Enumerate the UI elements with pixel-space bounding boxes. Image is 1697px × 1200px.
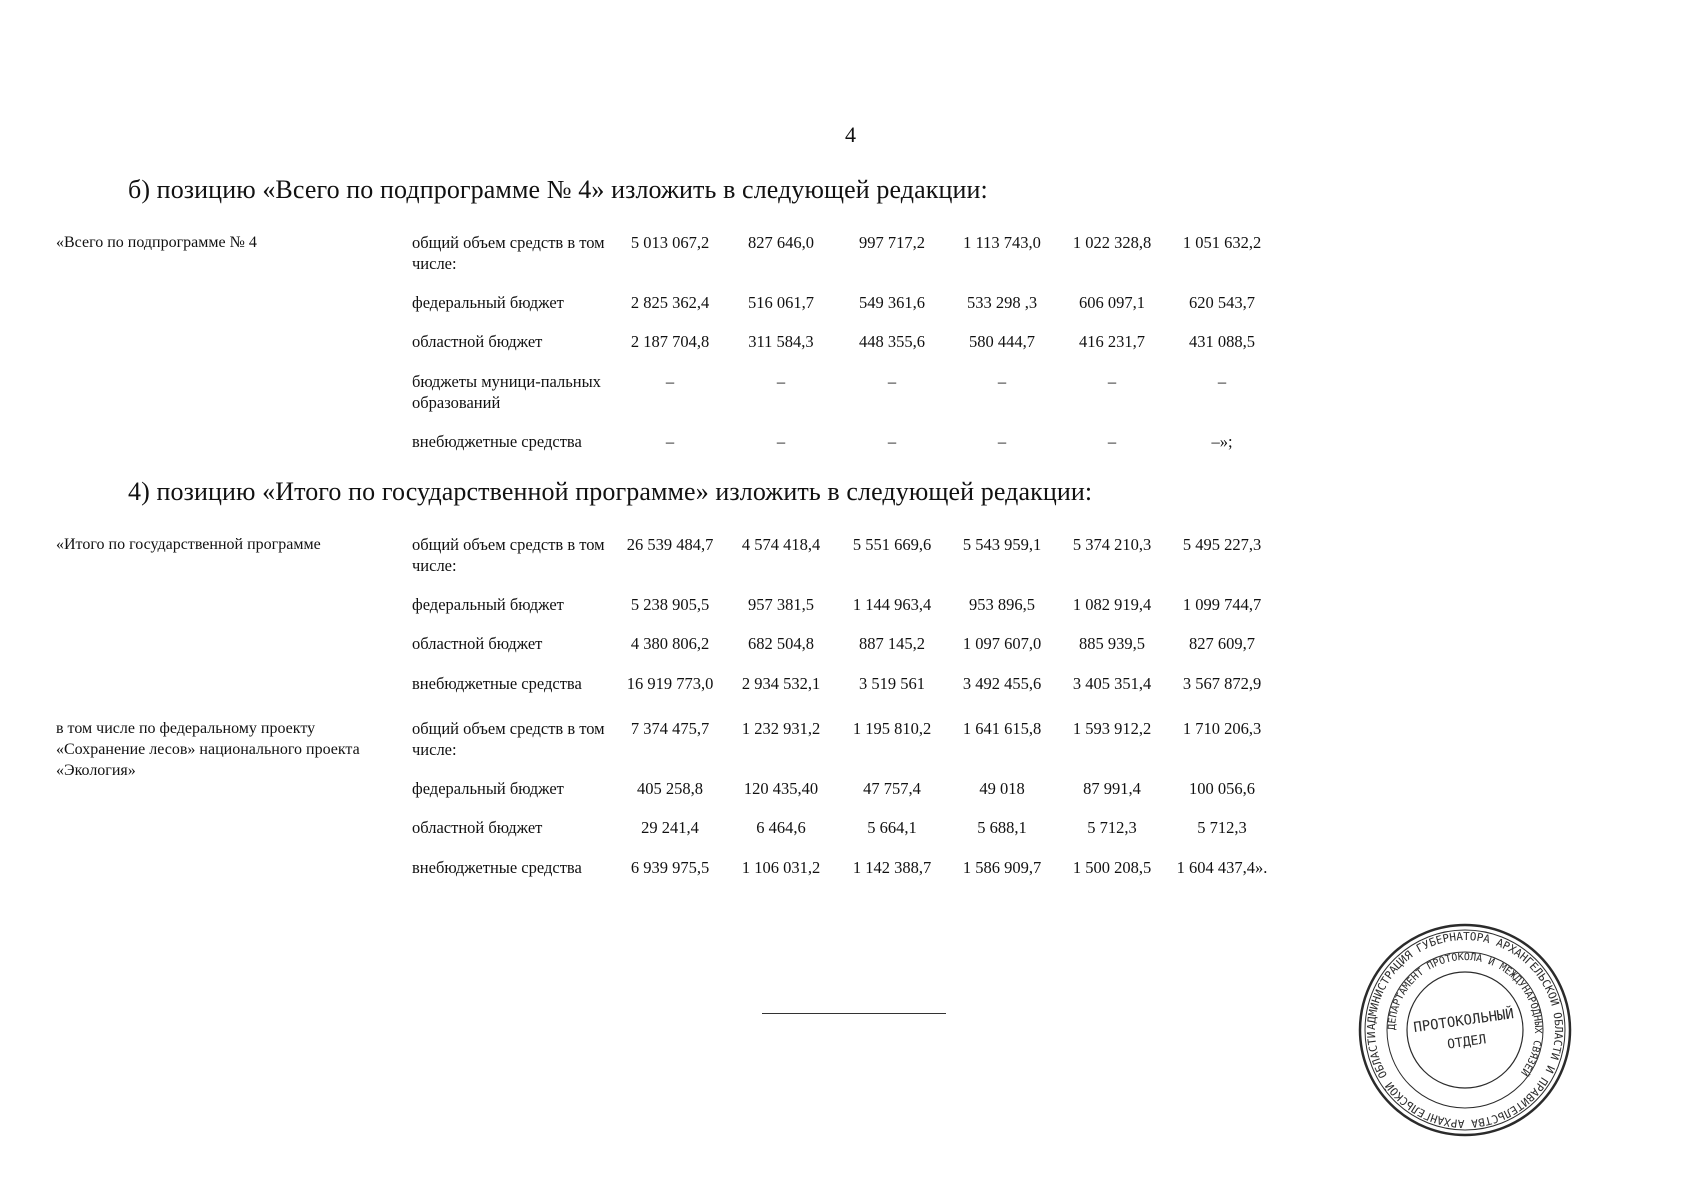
row-value: 887 145,2 [859,634,925,653]
row-value: 29 241,4 [641,818,699,837]
row-value: 1 142 388,7 [852,858,932,877]
row-value: – [1107,372,1117,391]
row-value: 606 097,1 [1079,293,1145,312]
table-row [0,594,1697,638]
row-category: областной бюджет [412,332,543,351]
row-value: 448 355,6 [859,332,925,351]
row-category: федеральный бюджет [412,595,564,614]
row-value: 5 688,1 [977,818,1027,837]
row-value: 1 051 632,2 [1182,233,1262,252]
row-category: общий объем средств в том числе: [412,535,605,575]
row-value: 5 712,3 [1197,818,1247,837]
row-category: бюджеты муници-пальных образований [412,372,601,412]
row-value: 620 543,7 [1189,293,1255,312]
row-value: 3 405 351,4 [1072,674,1152,693]
row-value: 953 896,5 [969,595,1035,614]
row-value: – [887,372,897,391]
row-category: областной бюджет [412,818,543,837]
row-value: 1 099 744,7 [1182,595,1262,614]
table-row [0,817,1697,861]
page-number: 4 [845,122,856,147]
row-value: 4 574 418,4 [741,535,821,554]
row-value: 827 609,7 [1189,634,1255,653]
row-value: 5 551 669,6 [852,535,932,554]
row-value: 3 492 455,6 [962,674,1042,693]
row-value: 549 361,6 [859,293,925,312]
section-b-label: «Всего по подпрограмме № 4 [56,234,257,251]
row-category: внебюджетные средства [412,432,582,451]
stamp-inner-ring-text: ДЕПАРТАМЕНТ ПРОТОКОЛА И МЕЖДУНАРОДНЫХ СВЯЗЕЙ [1386,951,1544,1078]
row-value: 3 519 561 [859,674,925,693]
row-value: 1 097 607,0 [962,634,1042,653]
table-row [0,431,1697,475]
row-value: 1 710 206,3 [1182,719,1262,738]
row-value: 2 934 532,1 [741,674,821,693]
row-value: – [665,432,675,451]
stamp-center-line1: ПРОТОКОЛЬНЫЙ [1412,1006,1515,1037]
row-value: – [997,372,1007,391]
row-value: 7 374 475,7 [630,719,710,738]
row-value: 957 381,5 [748,595,814,614]
row-value: 1 593 912,2 [1072,719,1152,738]
row-value: 6 464,6 [756,818,806,837]
table-row [0,633,1697,677]
section-4-label: «Итого по государственной программе [56,536,321,553]
row-value: 5 238 905,5 [630,595,710,614]
row-value: 1 144 963,4 [852,595,932,614]
row-value: 997 717,2 [859,233,925,252]
row-value: – [665,372,675,391]
row-value: 1 106 031,2 [741,858,821,877]
row-value: 100 056,6 [1189,779,1255,798]
row-value: 16 919 773,0 [626,674,714,693]
table-row [0,857,1697,901]
row-value: – [887,432,897,451]
row-value: 1 232 931,2 [741,719,821,738]
row-value: 580 444,7 [969,332,1035,351]
row-value: 87 991,4 [1083,779,1141,798]
row-value: 5 543 959,1 [962,535,1042,554]
table-row [0,718,1697,762]
row-value: 120 435,40 [743,779,819,798]
row-value: – [776,372,786,391]
row-value: 682 504,8 [748,634,814,653]
table-row [0,331,1697,375]
row-value: 5 495 227,3 [1182,535,1262,554]
row-value: 1 113 743,0 [963,233,1041,252]
row-value: – [1217,372,1227,391]
table-row [0,232,1697,276]
section-fp-label: в том числе по федеральному проекту «Сохранение лесов» национального проекта «Экология» [56,720,360,779]
row-value: 1 500 208,5 [1072,858,1152,877]
row-value: 26 539 484,7 [626,535,714,554]
row-category: федеральный бюджет [412,293,564,312]
heading-b: б) позицию «Всего по подпрограмме № 4» изложить в следующей редакции: [128,175,988,204]
table-row [0,673,1697,717]
row-category: общий объем средств в том числе: [412,719,605,759]
row-value: 1 586 909,7 [962,858,1042,877]
row-value: 5 664,1 [867,818,917,837]
row-value: 533 298 ,3 [966,293,1038,312]
row-value: 1 022 328,8 [1072,233,1152,252]
row-value: 5 374 210,3 [1072,535,1152,554]
row-category: областной бюджет [412,634,543,653]
stamp-center-line2: ОТДЕЛ [1446,1032,1488,1053]
table-row [0,778,1697,822]
stamp-ring-text: АДМИНИСТРАЦИЯ ГУБЕРНАТОРА АРХАНГЕЛЬСКОЙ ОБЛАСТИ И ПРАВИТЕЛЬСТВА АРХАНГЕЛЬСКОЙ ОБЛАСТИ [1364,929,1566,1131]
row-category: общий объем средств в том числе: [412,233,605,273]
row-value: 5 013 067,2 [630,233,710,252]
row-category: федеральный бюджет [412,779,564,798]
row-value: 1 195 810,2 [852,719,932,738]
row-value: – [997,432,1007,451]
stamp-seal [1355,920,1575,1140]
row-value: 431 088,5 [1189,332,1255,351]
row-value: 1 082 919,4 [1072,595,1152,614]
row-value: – [776,432,786,451]
row-value: 2 825 362,4 [630,293,710,312]
row-value: 6 939 975,5 [630,858,710,877]
row-value: 416 231,7 [1079,332,1145,351]
row-value: 311 584,3 [748,332,814,351]
row-value: 3 567 872,9 [1182,674,1262,693]
row-value: 5 712,3 [1087,818,1137,837]
row-value: 1 641 615,8 [962,719,1042,738]
row-value: 885 939,5 [1079,634,1145,653]
table-row [0,292,1697,336]
row-value: 47 757,4 [863,779,921,798]
closing-rule [762,1013,946,1014]
row-category: внебюджетные средства [412,674,582,693]
row-value: 405 258,8 [637,779,703,798]
row-value: – [1107,432,1117,451]
table-row [0,371,1697,415]
row-value: 4 380 806,2 [630,634,710,653]
row-value: 827 646,0 [748,233,814,252]
table-row [0,534,1697,578]
row-value: –»; [1211,432,1233,451]
row-value: 1 604 437,4». [1176,858,1268,877]
heading-4: 4) позицию «Итого по государственной программе» изложить в следующей редакции: [128,477,1093,506]
row-category: внебюджетные средства [412,858,582,877]
row-value: 2 187 704,8 [630,332,710,351]
row-value: 516 061,7 [748,293,814,312]
row-value: 49 018 [979,779,1025,798]
